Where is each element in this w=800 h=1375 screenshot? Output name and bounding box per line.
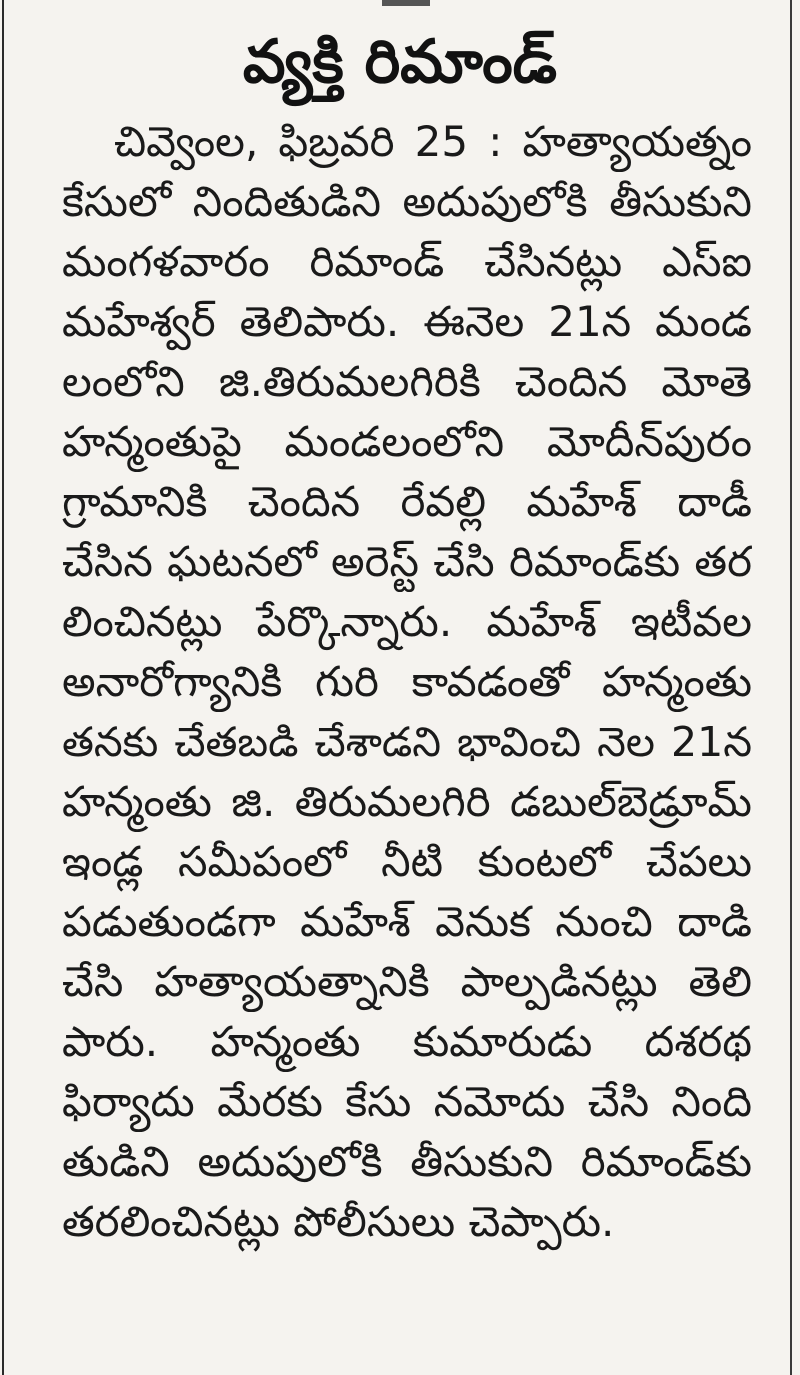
- article-line: మంగళవారం రిమాండ్ చేసినట్లు ఎస్ఐ: [62, 237, 752, 286]
- article-line: పారు. హన్మంతు కుమారుడు దశరథ: [62, 1017, 752, 1066]
- article-body: [62, 112, 752, 1252]
- article-line: చేసి హత్యాయత్నానికి పాల్పడినట్లు తెలి: [62, 957, 752, 1006]
- top-edge-mark: [382, 0, 430, 6]
- article-line: హన్మంతుపై మండలంలోని మోదీన్‌పురం: [62, 417, 752, 466]
- article-line: మహేశ్వర్ తెలిపారు. ఈనెల 21న మండ: [62, 297, 752, 346]
- article-line: పడుతుండగా మహేశ్ వెనుక నుంచి దాడి: [62, 897, 752, 946]
- article-line: తరలించినట్లు పోలీసులు చెప్పారు.: [62, 1197, 615, 1246]
- article-line: లించినట్లు పేర్కొన్నారు. మహేశ్ ఇటీవల: [62, 597, 752, 646]
- article-line: లంలోని జి.తిరుమలగిరికి చెందిన మోతె: [62, 357, 752, 406]
- article-line: ఇండ్ల సమీపంలో నీటి కుంటలో చేపలు: [62, 837, 752, 886]
- article-line: చివ్వెంల, ఫిబ్రవరి 25 : హత్యాయత్నం: [114, 117, 752, 166]
- article-line: అనారోగ్యానికి గురి కావడంతో హన్మంతు: [62, 657, 752, 706]
- article-line: హన్మంతు జి. తిరుమలగిరి డబుల్‌బెడ్రూమ్: [62, 777, 752, 826]
- article-line: ఫిర్యాదు మేరకు కేసు నమోదు చేసి నింది: [62, 1077, 752, 1126]
- article-line: గ్రామానికి చెందిన రేవల్లి మహేశ్ దాడీ: [62, 477, 752, 526]
- article-line: కేసులో నిందితుడిని అదుపులోకి తీసుకుని: [62, 177, 752, 226]
- article-line: తుడిని అదుపులోకి తీసుకుని రిమాండ్‌కు: [62, 1137, 752, 1186]
- article-line: తనకు చేతబడి చేశాడని భావించి నెల 21న: [62, 718, 752, 766]
- right-column-rule: [790, 0, 792, 1375]
- left-column-rule: [2, 0, 4, 1375]
- article-line: చేసిన ఘటనలో అరెస్ట్ చేసి రిమాండ్‌కు తర: [62, 537, 752, 586]
- article-headline: వ్యక్తి రిమాండ్: [242, 27, 558, 97]
